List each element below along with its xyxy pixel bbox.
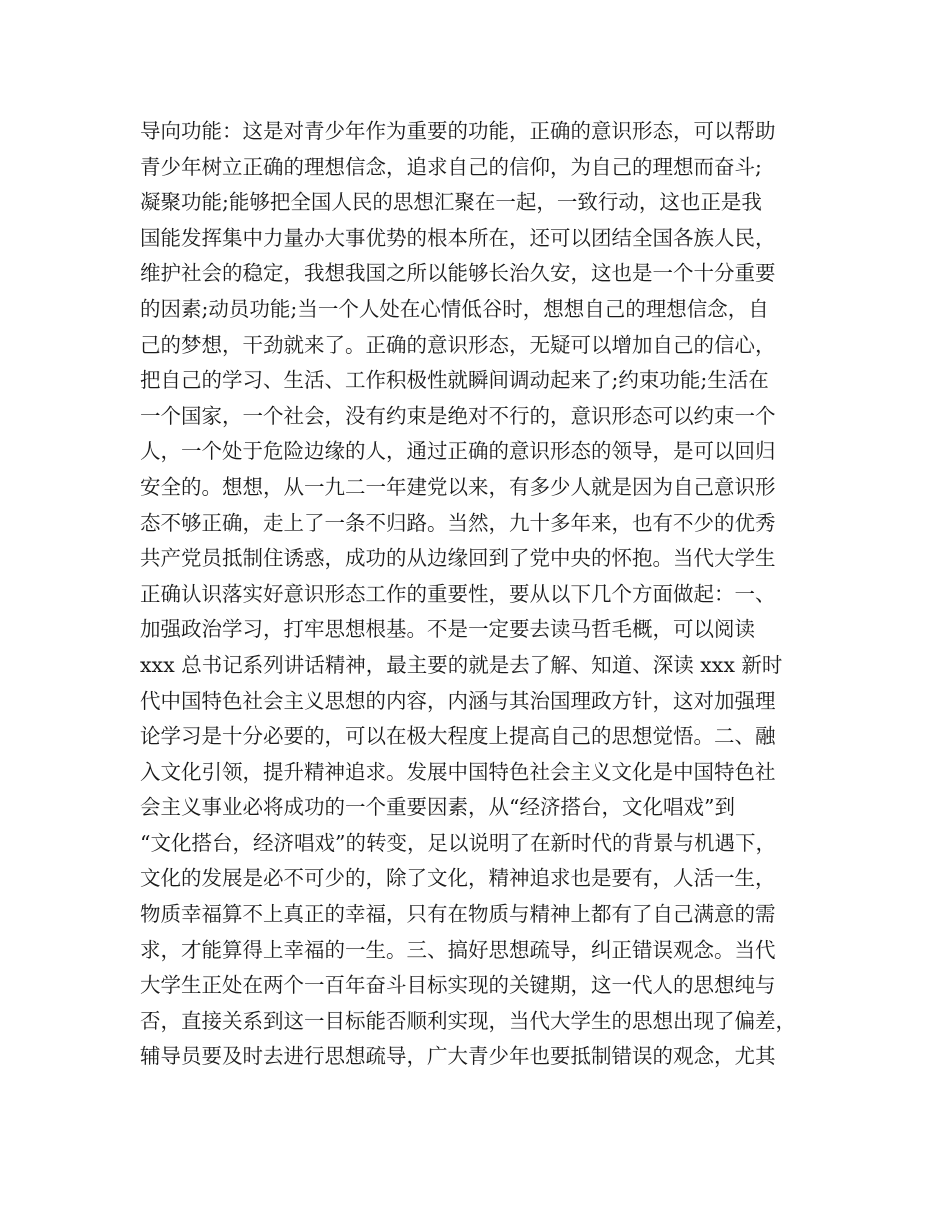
- text-line: 导向功能：这是对青少年作为重要的功能，正确的意识形态，可以帮助: [140, 119, 776, 143]
- text-line: “文化搭台，经济唱戏”的转变，足以说明了在新时代的背景与机遇下，: [140, 830, 776, 855]
- text-line: xxx 总书记系列讲话精神，最主要的就是去了解、知道、深读 xxx 新时: [140, 652, 783, 677]
- text-line: 求，才能算得上幸福的一生。三、搞好思想疏导，纠正错误观念。当代: [140, 937, 776, 962]
- text-line: 的因素;动员功能;当一个人处在心情低谷时，想想自己的理想信念，自: [140, 296, 769, 321]
- text-line: 加强政治学习，打牢思想根基。不是一定要去读马哲毛概，可以阅读: [140, 617, 755, 642]
- text-line: 态不够正确，走上了一条不归路。当然，九十多年来，也有不少的优秀: [140, 510, 776, 535]
- text-line: 大学生正处在两个一百年奋斗目标实现的关键期，这一代人的思想纯与: [140, 973, 776, 998]
- text-line: 共产党员抵制住诱惑，成功的从边缘回到了党中央的怀抱。当代大学生: [140, 546, 776, 571]
- text-line: 凝聚功能;能够把全国人民的思想汇聚在一起，一致行动，这也正是我: [140, 190, 762, 215]
- text-line: 代中国特色社会主义思想的内容，内涵与其治国理政方针，这对加强理: [140, 688, 776, 713]
- text-line: 己的梦想，干劲就来了。正确的意识形态，无疑可以增加自己的信心，: [140, 332, 776, 357]
- body-text: [140, 114, 830, 1075]
- text-line: 国能发挥集中力量办大事优势的根本所在，还可以团结全国各族人民，: [140, 225, 776, 250]
- text-line: 维护社会的稳定，我想我国之所以能够长治久安，这也是一个十分重要: [140, 261, 776, 286]
- text-line: 物质幸福算不上真正的幸福，只有在物质与精神上都有了自己满意的需: [140, 902, 776, 927]
- text-line: 文化的发展是必不可少的，除了文化，精神追求也是要有，人活一生，: [140, 866, 776, 891]
- text-line: 把自己的学习、生活、工作积极性就瞬间调动起来了;约束功能;生活在: [140, 368, 769, 393]
- text-line: 论学习是十分必要的，可以在极大程度上提高自己的思想觉悟。二、融: [140, 724, 776, 749]
- text-line: 入文化引领，提升精神追求。发展中国特色社会主义文化是中国特色社: [140, 759, 776, 784]
- text-line: 正确认识落实好意识形态工作的重要性，要从以下几个方面做起：一、: [140, 581, 776, 606]
- text-line: 否，直接关系到这一目标能否顺利实现，当代大学生的思想出现了偏差，: [140, 1008, 796, 1033]
- text-line: 安全的。想想，从一九二一年建党以来，有多少人就是因为自己意识形: [140, 474, 776, 499]
- text-line: 青少年树立正确的理想信念，追求自己的信仰，为自己的理想而奋斗;: [140, 154, 762, 179]
- text-line: 一个国家，一个社会，没有约束是绝对不行的，意识形态可以约束一个: [140, 403, 776, 428]
- text-line: 人，一个处于危险边缘的人，通过正确的意识形态的领导，是可以回归: [140, 439, 776, 464]
- text-line: 辅导员要及时去进行思想疏导，广大青少年也要抵制错误的观念，尤其: [140, 1044, 776, 1069]
- text-line: 会主义事业必将成功的一个重要因素，从“经济搭台，文化唱戏”到: [140, 795, 735, 820]
